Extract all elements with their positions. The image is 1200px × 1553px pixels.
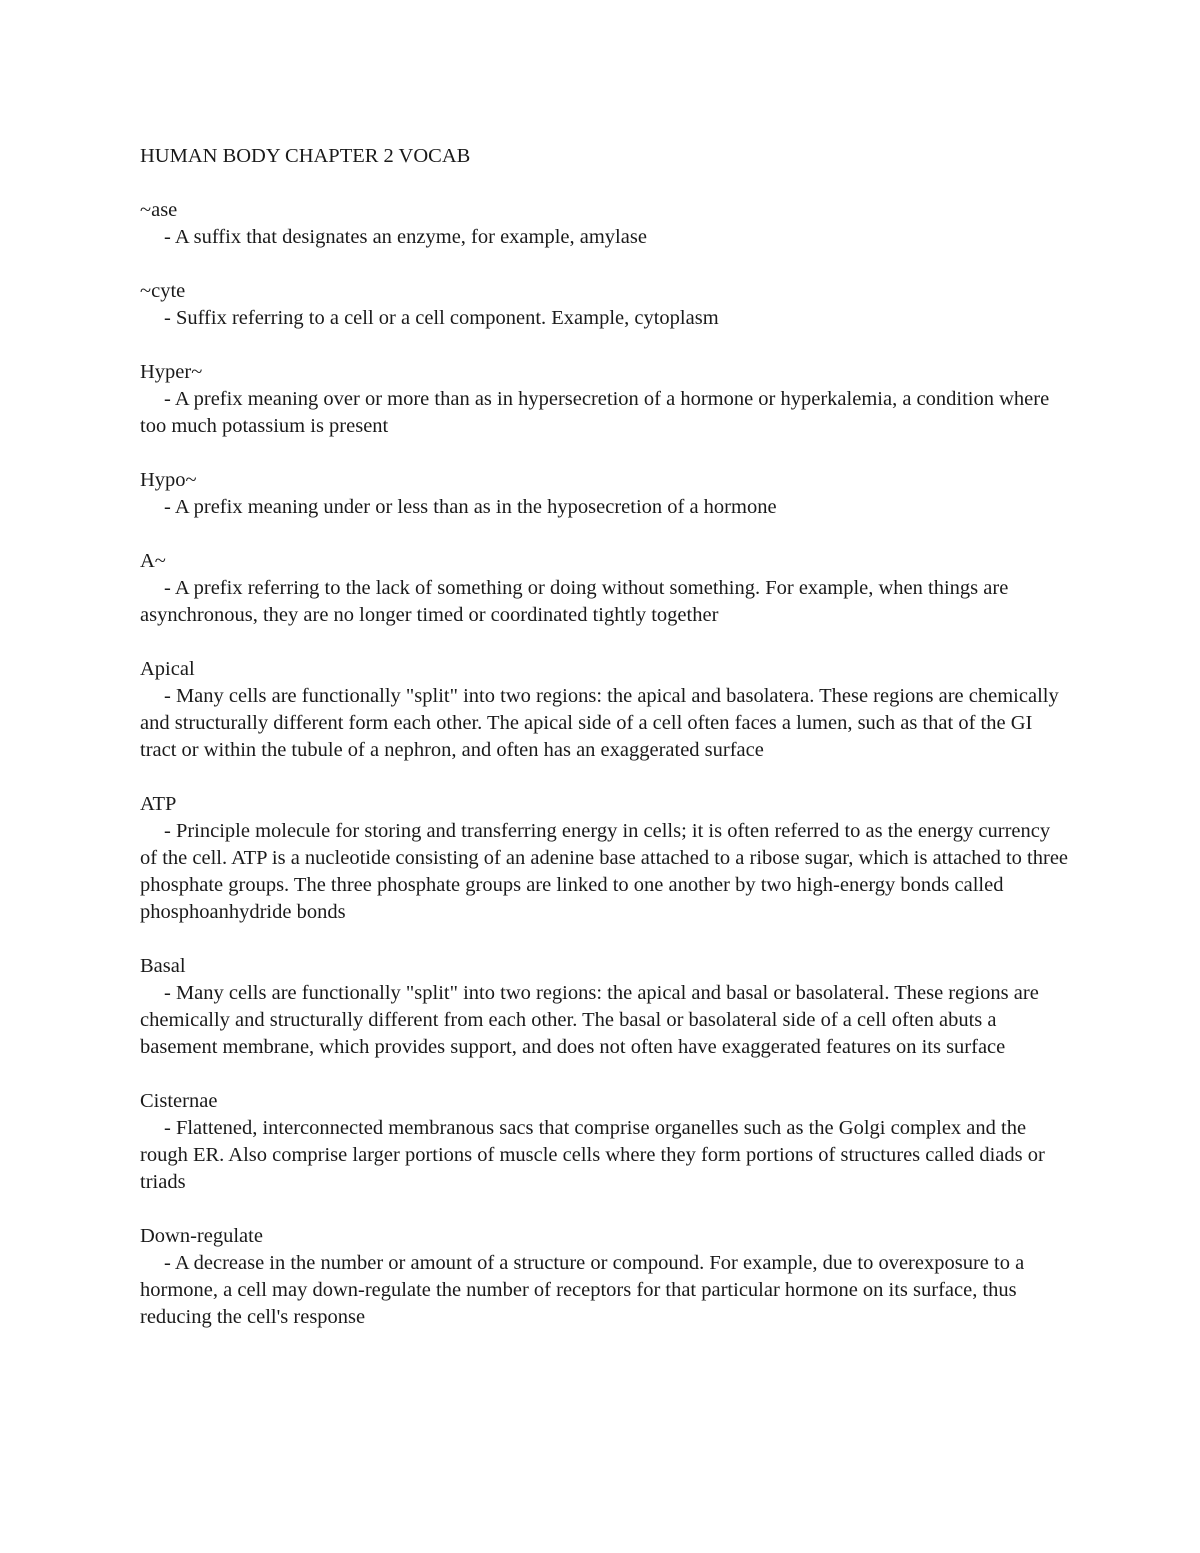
vocab-entry-hyper: [140, 359, 1070, 440]
vocab-term: Hypo~: [140, 469, 197, 491]
document-page: [140, 143, 1070, 1358]
vocab-term: Hyper~: [140, 361, 203, 383]
vocab-entry-a: [140, 548, 1070, 629]
vocab-definition: - Many cells are functionally "split" into two regions: the apical and basal or basolateral. These regions are chemically and structurally different from each other. The basal or basolateral side of a cell often abuts a basement membrane, which provides support, and does not often have exaggerated features on its surface: [140, 982, 1039, 1058]
vocab-term: ~ase: [140, 199, 178, 221]
vocab-term: ATP: [140, 793, 177, 815]
document-title: HUMAN BODY CHAPTER 2 VOCAB: [140, 145, 471, 167]
vocab-entry-cisternae: [140, 1088, 1070, 1196]
vocab-term: Basal: [140, 955, 186, 977]
vocab-entry-apical: [140, 656, 1070, 764]
vocab-entry-ase: [140, 197, 1070, 251]
vocab-term: Down-regulate: [140, 1225, 263, 1247]
vocab-term: Cisternae: [140, 1090, 218, 1112]
vocab-definition: - Principle molecule for storing and transferring energy in cells; it is often referred to as the energy currency of the cell. ATP is a nucleotide consisting of an adenine base attached to a ribose sugar, which is attached to three phosphate groups. The three phosphate groups are linked to one another by two high-energy bonds called phosphoanhydride bonds: [140, 820, 1069, 923]
vocab-entry-hypo: [140, 467, 1070, 521]
vocab-definition: - Suffix referring to a cell or a cell component. Example, cytoplasm: [164, 307, 719, 329]
vocab-entry-cyte: [140, 278, 1070, 332]
vocab-entry-down-regulate: [140, 1223, 1070, 1331]
vocab-definition: - Flattened, interconnected membranous sacs that comprise organelles such as the Golgi complex and the rough ER. Also comprise larger portions of muscle cells where they form portions of structures called diads or triads: [140, 1117, 1045, 1193]
vocab-term: Apical: [140, 658, 195, 680]
vocab-term: ~cyte: [140, 280, 186, 302]
vocab-term: A~: [140, 550, 166, 572]
vocab-definition: - A prefix referring to the lack of something or doing without something. For example, when things are asynchronous, they are no longer timed or coordinated tightly together: [140, 577, 1009, 626]
vocab-definition: - A suffix that designates an enzyme, for example, amylase: [164, 226, 647, 248]
vocab-entry-atp: [140, 791, 1070, 926]
vocab-entry-basal: [140, 953, 1070, 1061]
vocab-definition: - A decrease in the number or amount of a structure or compound. For example, due to overexposure to a hormone, a cell may down-regulate the number of receptors for that particular hormone on its surface, thus reducing the cell's response: [140, 1252, 1025, 1328]
vocab-definition: - Many cells are functionally "split" into two regions: the apical and basolatera. These regions are chemically and structurally different form each other. The apical side of a cell often faces a lumen, such as that of the GI tract or within the tubule of a nephron, and often has an exaggerated surface: [140, 685, 1059, 761]
vocab-definition: - A prefix meaning over or more than as in hypersecretion of a hormone or hyperkalemia, a condition where too much potassium is present: [140, 388, 1050, 437]
vocab-definition: - A prefix meaning under or less than as in the hyposecretion of a hormone: [164, 496, 777, 518]
